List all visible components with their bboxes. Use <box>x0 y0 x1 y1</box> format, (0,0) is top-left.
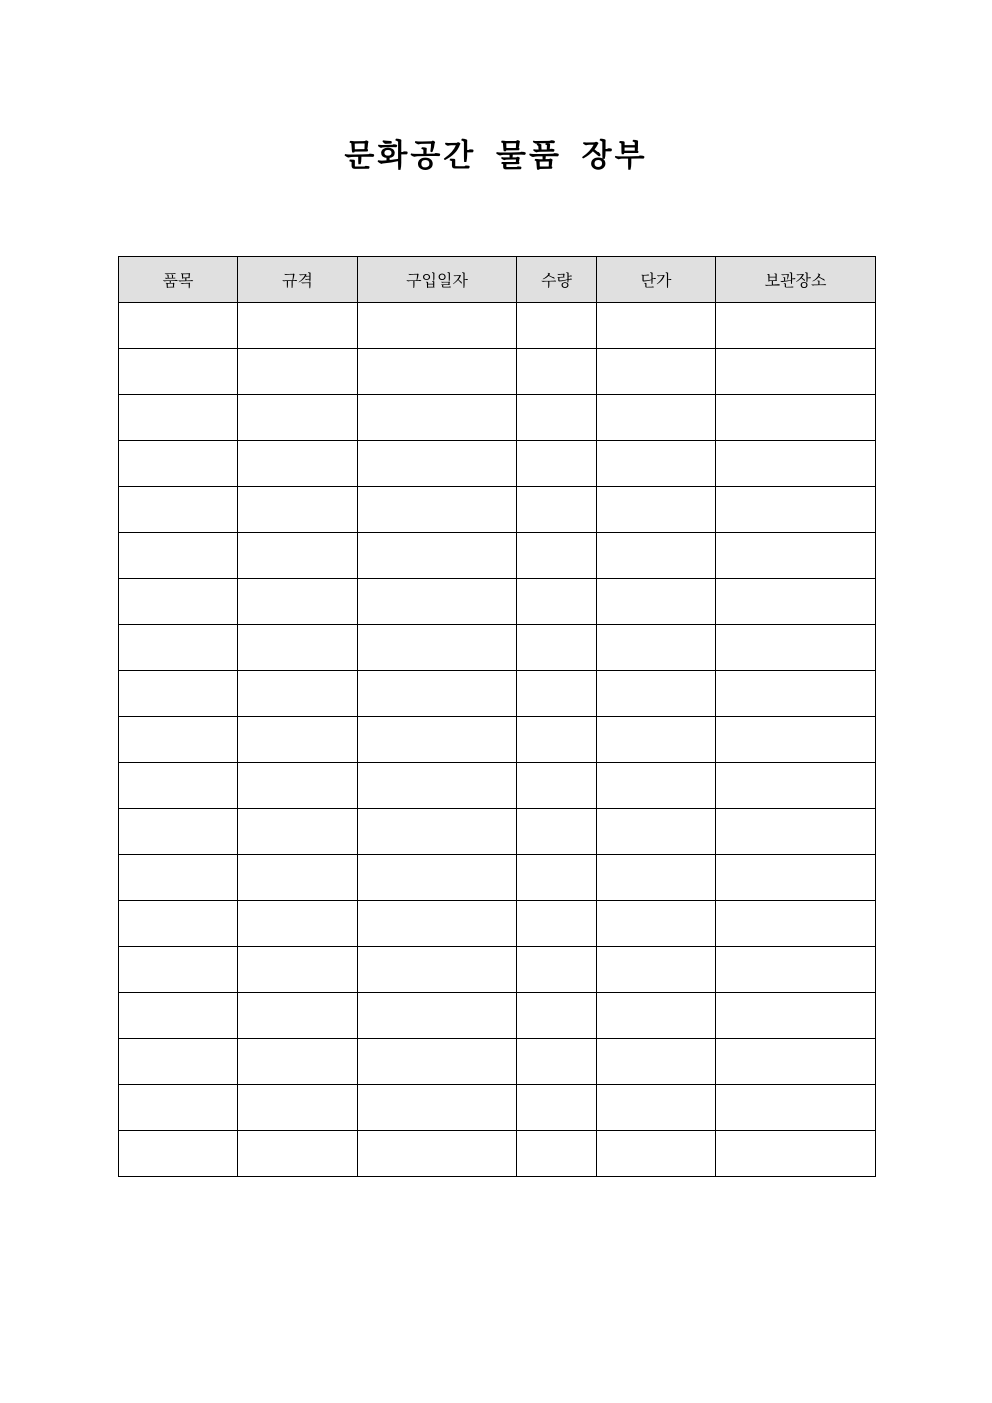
table-row <box>119 533 876 579</box>
table-row <box>119 671 876 717</box>
cell-quantity[interactable] <box>517 809 597 855</box>
cell-quantity[interactable] <box>517 1085 597 1131</box>
cell-quantity[interactable] <box>517 717 597 763</box>
cell-spec[interactable] <box>238 809 358 855</box>
cell-unit-price[interactable] <box>597 855 716 901</box>
cell-storage-location[interactable] <box>716 303 876 349</box>
cell-item[interactable] <box>119 809 238 855</box>
cell-quantity[interactable] <box>517 579 597 625</box>
cell-quantity[interactable] <box>517 1131 597 1177</box>
inventory-ledger-table <box>118 256 876 1177</box>
table-row <box>119 717 876 763</box>
cell-storage-location[interactable] <box>716 1085 876 1131</box>
cell-unit-price[interactable] <box>597 441 716 487</box>
table-row <box>119 809 876 855</box>
cell-spec[interactable] <box>238 1131 358 1177</box>
table-body <box>119 303 876 1177</box>
cell-unit-price[interactable] <box>597 671 716 717</box>
cell-spec[interactable] <box>238 901 358 947</box>
cell-storage-location[interactable] <box>716 993 876 1039</box>
cell-purchase-date[interactable] <box>358 1131 517 1177</box>
table-row <box>119 579 876 625</box>
cell-quantity[interactable] <box>517 395 597 441</box>
cell-quantity[interactable] <box>517 763 597 809</box>
cell-unit-price[interactable] <box>597 1039 716 1085</box>
cell-unit-price[interactable] <box>597 487 716 533</box>
cell-item[interactable] <box>119 1131 238 1177</box>
cell-spec[interactable] <box>238 1085 358 1131</box>
cell-unit-price[interactable] <box>597 625 716 671</box>
cell-unit-price[interactable] <box>597 809 716 855</box>
cell-item[interactable] <box>119 947 238 993</box>
cell-purchase-date[interactable] <box>358 1039 517 1085</box>
cell-purchase-date[interactable] <box>358 625 517 671</box>
cell-item[interactable] <box>119 763 238 809</box>
cell-unit-price[interactable] <box>597 993 716 1039</box>
table-row <box>119 947 876 993</box>
cell-item[interactable] <box>119 533 238 579</box>
cell-spec[interactable] <box>238 671 358 717</box>
cell-spec[interactable] <box>238 625 358 671</box>
cell-storage-location[interactable] <box>716 1131 876 1177</box>
cell-purchase-date[interactable] <box>358 533 517 579</box>
cell-purchase-date[interactable] <box>358 303 517 349</box>
cell-item[interactable] <box>119 579 238 625</box>
cell-unit-price[interactable] <box>597 717 716 763</box>
cell-quantity[interactable] <box>517 947 597 993</box>
cell-purchase-date[interactable] <box>358 901 517 947</box>
cell-storage-location[interactable] <box>716 487 876 533</box>
cell-storage-location[interactable] <box>716 349 876 395</box>
cell-item[interactable] <box>119 1085 238 1131</box>
header-storage-location: 보관장소 <box>716 257 876 303</box>
header-quantity: 수량 <box>517 257 597 303</box>
cell-purchase-date[interactable] <box>358 1085 517 1131</box>
cell-quantity[interactable] <box>517 303 597 349</box>
cell-spec[interactable] <box>238 947 358 993</box>
cell-quantity[interactable] <box>517 487 597 533</box>
cell-quantity[interactable] <box>517 1039 597 1085</box>
cell-storage-location[interactable] <box>716 809 876 855</box>
cell-purchase-date[interactable] <box>358 441 517 487</box>
cell-spec[interactable] <box>238 855 358 901</box>
cell-purchase-date[interactable] <box>358 579 517 625</box>
cell-unit-price[interactable] <box>597 395 716 441</box>
cell-quantity[interactable] <box>517 349 597 395</box>
cell-storage-location[interactable] <box>716 533 876 579</box>
cell-spec[interactable] <box>238 395 358 441</box>
cell-purchase-date[interactable] <box>358 349 517 395</box>
cell-storage-location[interactable] <box>716 441 876 487</box>
cell-purchase-date[interactable] <box>358 671 517 717</box>
cell-storage-location[interactable] <box>716 395 876 441</box>
cell-spec[interactable] <box>238 993 358 1039</box>
table-row <box>119 1131 876 1177</box>
cell-item[interactable] <box>119 487 238 533</box>
cell-item[interactable] <box>119 441 238 487</box>
cell-purchase-date[interactable] <box>358 763 517 809</box>
cell-storage-location[interactable] <box>716 855 876 901</box>
cell-quantity[interactable] <box>517 533 597 579</box>
cell-item[interactable] <box>119 671 238 717</box>
cell-item[interactable] <box>119 1039 238 1085</box>
cell-item[interactable] <box>119 625 238 671</box>
cell-spec[interactable] <box>238 487 358 533</box>
cell-spec[interactable] <box>238 763 358 809</box>
table-row <box>119 901 876 947</box>
page-title: 문화공간 물품 장부 <box>344 138 648 174</box>
cell-item[interactable] <box>119 993 238 1039</box>
cell-unit-price[interactable] <box>597 349 716 395</box>
table-row <box>119 487 876 533</box>
table-row <box>119 763 876 809</box>
cell-storage-location[interactable] <box>716 763 876 809</box>
cell-purchase-date[interactable] <box>358 487 517 533</box>
cell-item[interactable] <box>119 349 238 395</box>
cell-unit-price[interactable] <box>597 303 716 349</box>
cell-spec[interactable] <box>238 579 358 625</box>
cell-item[interactable] <box>119 303 238 349</box>
cell-unit-price[interactable] <box>597 1131 716 1177</box>
header-spec: 규격 <box>238 257 358 303</box>
cell-spec[interactable] <box>238 717 358 763</box>
header-purchase-date: 구입일자 <box>358 257 517 303</box>
table-row <box>119 993 876 1039</box>
cell-storage-location[interactable] <box>716 625 876 671</box>
cell-unit-price[interactable] <box>597 1085 716 1131</box>
cell-purchase-date[interactable] <box>358 947 517 993</box>
cell-item[interactable] <box>119 395 238 441</box>
table-row <box>119 303 876 349</box>
cell-purchase-date[interactable] <box>358 855 517 901</box>
table-row <box>119 1085 876 1131</box>
cell-unit-price[interactable] <box>597 579 716 625</box>
header-unit-price: 단가 <box>597 257 716 303</box>
cell-storage-location[interactable] <box>716 947 876 993</box>
cell-item[interactable] <box>119 901 238 947</box>
cell-storage-location[interactable] <box>716 1039 876 1085</box>
cell-storage-location[interactable] <box>716 579 876 625</box>
cell-quantity[interactable] <box>517 901 597 947</box>
cell-purchase-date[interactable] <box>358 395 517 441</box>
cell-item[interactable] <box>119 855 238 901</box>
cell-purchase-date[interactable] <box>358 717 517 763</box>
cell-quantity[interactable] <box>517 625 597 671</box>
cell-quantity[interactable] <box>517 441 597 487</box>
table-header-row <box>119 257 876 303</box>
table-row <box>119 855 876 901</box>
table-row <box>119 395 876 441</box>
cell-unit-price[interactable] <box>597 763 716 809</box>
cell-spec[interactable] <box>238 533 358 579</box>
cell-item[interactable] <box>119 717 238 763</box>
cell-purchase-date[interactable] <box>358 809 517 855</box>
table-row <box>119 625 876 671</box>
table-row <box>119 441 876 487</box>
cell-spec[interactable] <box>238 303 358 349</box>
cell-storage-location[interactable] <box>716 717 876 763</box>
table-row <box>119 349 876 395</box>
cell-purchase-date[interactable] <box>358 993 517 1039</box>
table-row <box>119 1039 876 1085</box>
cell-storage-location[interactable] <box>716 901 876 947</box>
cell-unit-price[interactable] <box>597 533 716 579</box>
cell-quantity[interactable] <box>517 855 597 901</box>
cell-spec[interactable] <box>238 349 358 395</box>
cell-spec[interactable] <box>238 1039 358 1085</box>
header-item: 품목 <box>119 257 238 303</box>
cell-storage-location[interactable] <box>716 671 876 717</box>
cell-unit-price[interactable] <box>597 947 716 993</box>
cell-unit-price[interactable] <box>597 901 716 947</box>
cell-spec[interactable] <box>238 441 358 487</box>
cell-quantity[interactable] <box>517 671 597 717</box>
cell-quantity[interactable] <box>517 993 597 1039</box>
